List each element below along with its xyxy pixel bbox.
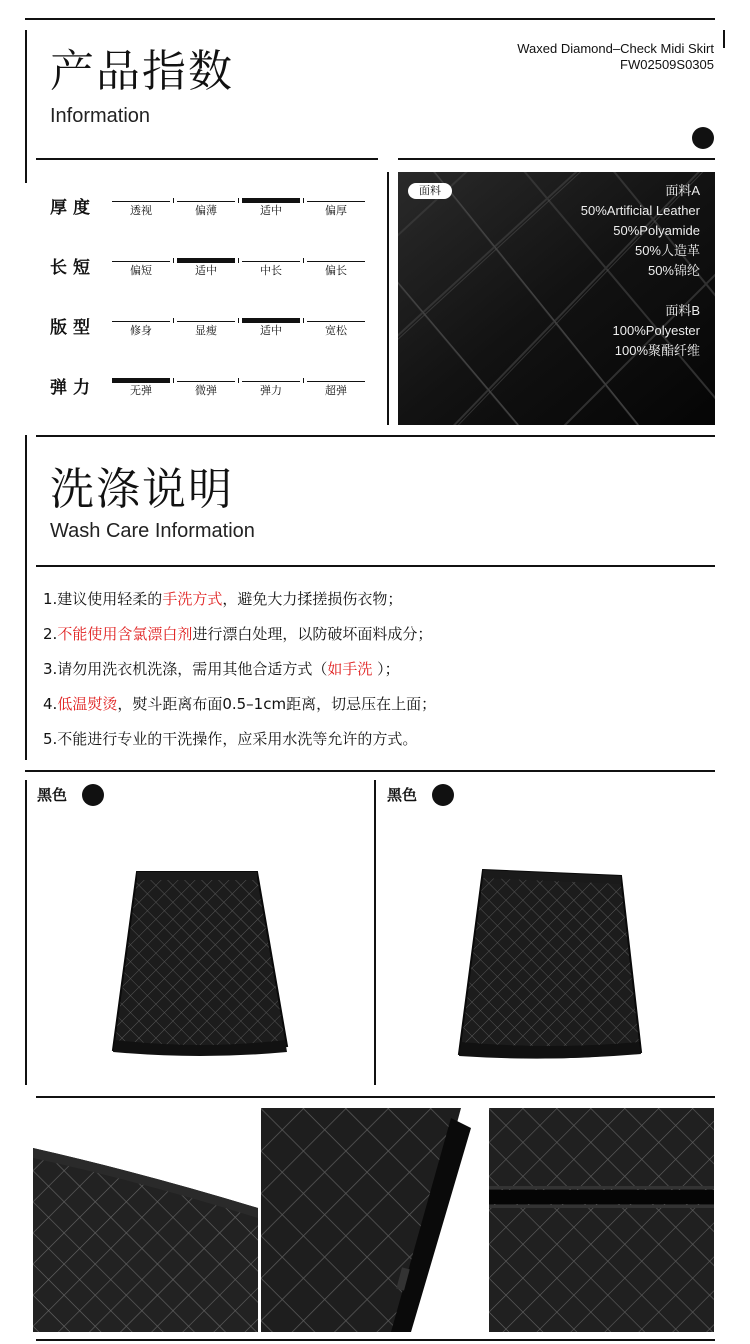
index-tick <box>173 378 174 383</box>
index-option <box>307 324 365 338</box>
index-option <box>242 384 300 398</box>
index-option-label: 弹力 <box>260 384 282 397</box>
index-option <box>177 384 235 398</box>
index-option-label: 适中 <box>260 324 282 337</box>
index-row-label: 版型 <box>50 318 96 338</box>
fabric-a-line4: 50%锦纶 <box>647 263 700 278</box>
header-dot <box>692 127 714 149</box>
index-option-bar <box>242 318 300 323</box>
skirt-front-image <box>105 868 295 1060</box>
index-row-label: 弹力 <box>50 378 96 398</box>
page-title: 产品指数 <box>50 46 234 97</box>
index-option-bar <box>307 201 365 202</box>
wash-item-pre: 3.请勿用洗衣机洗涤，需用其他合适方式（ <box>43 660 328 678</box>
index-option-label: 显瘦 <box>195 324 217 337</box>
wash-item-pre: 5.不能进行专业的干洗操作，应采用水洗等允许的方式。 <box>43 730 418 748</box>
section-rule-right <box>398 158 715 160</box>
index-option <box>177 324 235 338</box>
fabric-b-line1: 100%Polyester <box>612 323 700 338</box>
index-option-bar <box>242 198 300 203</box>
index-tick <box>303 258 304 263</box>
index-option-bar <box>177 381 235 382</box>
index-option-label: 微弹 <box>195 384 217 397</box>
color-top-rule <box>25 770 715 772</box>
index-row-label: 厚度 <box>50 198 96 218</box>
detail-top-rule <box>36 1096 715 1098</box>
wash-item <box>43 729 417 749</box>
color-divider <box>374 780 376 1085</box>
index-option <box>177 204 235 218</box>
index-tick <box>173 258 174 263</box>
index-divider <box>387 172 389 425</box>
wash-item <box>43 589 402 609</box>
detail-lining-image <box>489 1108 714 1332</box>
fabric-a-line2: 50%Polyamide <box>613 223 700 238</box>
index-option-label: 偏短 <box>130 264 152 277</box>
fabric-b-line2: 100%聚酯纤维 <box>614 343 700 358</box>
index-tick <box>303 318 304 323</box>
index-option-bar <box>307 261 365 262</box>
index-option-bar <box>242 261 300 262</box>
page-subtitle: Information <box>50 105 151 127</box>
index-option-bar <box>177 321 235 322</box>
wash-item-post: ，熨斗距离布面0.5–1cm距离，切忌压在上面； <box>117 695 437 713</box>
index-option <box>112 204 170 218</box>
wash-mid-rule <box>36 565 715 567</box>
index-option-bar <box>112 201 170 202</box>
product-code: FW02509S0305 <box>620 57 714 72</box>
index-option-bar <box>307 321 365 322</box>
index-option <box>307 384 365 398</box>
index-option-selected <box>177 264 235 278</box>
fabric-image <box>398 172 715 425</box>
index-option <box>112 324 170 338</box>
index-option-bar <box>112 321 170 322</box>
color-label-right: 黑色 <box>387 786 418 804</box>
index-tick <box>238 318 239 323</box>
wash-item-post: ）； <box>372 660 400 678</box>
index-option-label: 超弹 <box>325 384 347 397</box>
index-option-label: 适中 <box>195 264 217 277</box>
wash-left-rule <box>25 435 27 760</box>
color-label-left: 黑色 <box>37 786 68 804</box>
index-option-selected <box>242 204 300 218</box>
index-option-bar <box>177 258 235 263</box>
index-option-label: 修身 <box>130 324 152 337</box>
fabric-a-line1: 50%Artificial Leather <box>580 203 700 218</box>
wash-item-red: 如手洗 <box>327 660 373 678</box>
index-option-bar <box>112 378 170 383</box>
bottom-rule <box>36 1339 715 1341</box>
fabric-b-title: 面料B <box>665 303 700 318</box>
index-tick <box>173 198 174 203</box>
product-name: Waxed Diamond–Check Midi Skirt <box>517 41 714 56</box>
index-option-label: 偏长 <box>325 264 347 277</box>
right-rule-top <box>723 30 725 48</box>
index-option-label: 透视 <box>130 204 152 217</box>
skirt-back-image <box>455 866 647 1062</box>
index-tick <box>238 258 239 263</box>
color-swatch-left[interactable] <box>82 784 104 806</box>
index-option <box>307 264 365 278</box>
index-option-bar <box>177 201 235 202</box>
index-tick <box>303 378 304 383</box>
wash-item-red: 手洗方式 <box>162 590 223 608</box>
index-option <box>242 264 300 278</box>
index-option-bar <box>112 261 170 262</box>
wash-item <box>43 659 400 679</box>
index-option-label: 适中 <box>260 204 282 217</box>
fabric-a-line3: 50%人造革 <box>634 243 700 258</box>
index-tick <box>173 318 174 323</box>
detail-waistband-image <box>33 1108 258 1332</box>
wash-item <box>43 694 436 714</box>
wash-item-post: ，避免大力揉搓损伤衣物； <box>222 590 403 608</box>
wash-item-red: 不能使用含氯漂白剂 <box>57 625 193 643</box>
index-row-label: 长短 <box>50 258 96 278</box>
top-rule <box>25 18 715 20</box>
fabric-a-title: 面料A <box>665 183 700 198</box>
index-option-bar <box>242 381 300 382</box>
index-option-label: 偏厚 <box>325 204 347 217</box>
index-option-label: 无弹 <box>130 384 152 397</box>
index-tick <box>238 198 239 203</box>
index-option-selected <box>242 324 300 338</box>
color-swatch-right[interactable] <box>432 784 454 806</box>
wash-item-pre: 4. <box>43 695 58 713</box>
wash-item-red: 低温熨烫 <box>57 695 118 713</box>
wash-top-rule <box>36 435 715 437</box>
index-option-label: 偏薄 <box>195 204 217 217</box>
index-option-label: 中长 <box>260 264 282 277</box>
wash-item <box>43 624 432 644</box>
wash-item-post: 进行漂白处理，以防破坏面料成分； <box>192 625 433 643</box>
section-rule-left <box>36 158 378 160</box>
color-left-rule <box>25 780 27 1085</box>
index-option-label: 宽松 <box>325 324 347 337</box>
index-tick <box>303 198 304 203</box>
left-rule-top <box>25 30 27 183</box>
detail-zipper-image <box>261 1108 486 1332</box>
index-option <box>307 204 365 218</box>
wash-item-pre: 2. <box>43 625 58 643</box>
index-option-bar <box>307 381 365 382</box>
index-tick <box>238 378 239 383</box>
index-option <box>112 264 170 278</box>
index-option-selected <box>112 384 170 398</box>
wash-subtitle: Wash Care Information <box>50 520 255 542</box>
wash-item-pre: 1.建议使用轻柔的 <box>43 590 163 608</box>
fabric-tag: 面料 <box>408 183 452 199</box>
wash-title: 洗涤说明 <box>50 464 234 515</box>
